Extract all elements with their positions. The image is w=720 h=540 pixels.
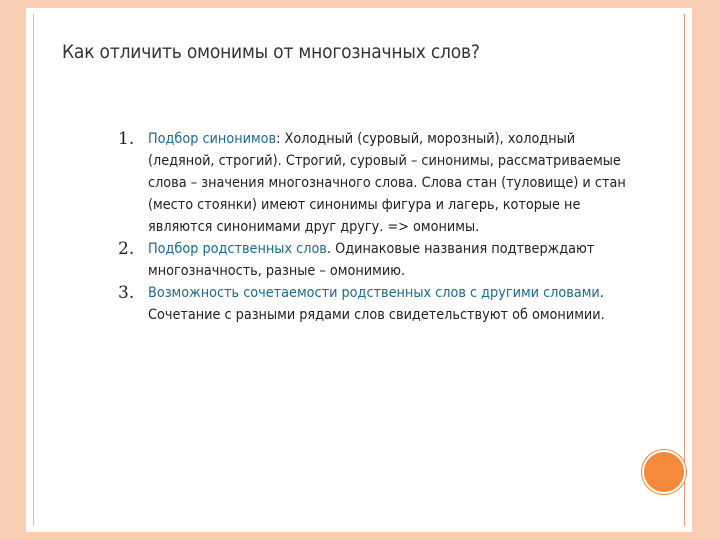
list-item-text: . Сочетание с разными рядами слов свидетельствуют об омонимии. (148, 285, 605, 323)
decorative-circle (642, 450, 686, 494)
list-item-text: : Холодный (суровый, морозный), холодный (ледяной, строгий). Строгий, суровый – синонимы, рассматриваемые слова – значения многозначного слова. Слова стан (туловище) и стан (место стоянки) имеют синонимы фигура и лагерь, которые не являются синонимами друг другу. => омонимы. (148, 131, 626, 235)
list-item-highlight: Подбор родственных слов (148, 241, 327, 257)
slide-title: Как отличить омонимы от многозначных слов? (62, 41, 480, 63)
list-number: 2. (118, 239, 135, 259)
list-item-highlight: Подбор синонимов (148, 131, 277, 147)
list-item (118, 128, 638, 238)
slide-border-right (684, 14, 685, 526)
list-number: 1. (118, 129, 135, 149)
list-item-highlight: Возможность сочетаемости родственных слов с другими словами (148, 285, 600, 301)
left-frame-band (0, 0, 26, 540)
slide-border-left (33, 14, 34, 526)
bottom-frame-band (0, 532, 720, 540)
list-item-text: . Одинаковые названия подтверждают многозначность, разные – омонимию. (148, 241, 595, 279)
list-item (118, 238, 638, 282)
top-frame-band (0, 0, 720, 8)
list-number: 3. (118, 283, 135, 303)
list-item (118, 282, 638, 326)
content-list (118, 128, 638, 326)
right-frame-band (692, 0, 720, 540)
